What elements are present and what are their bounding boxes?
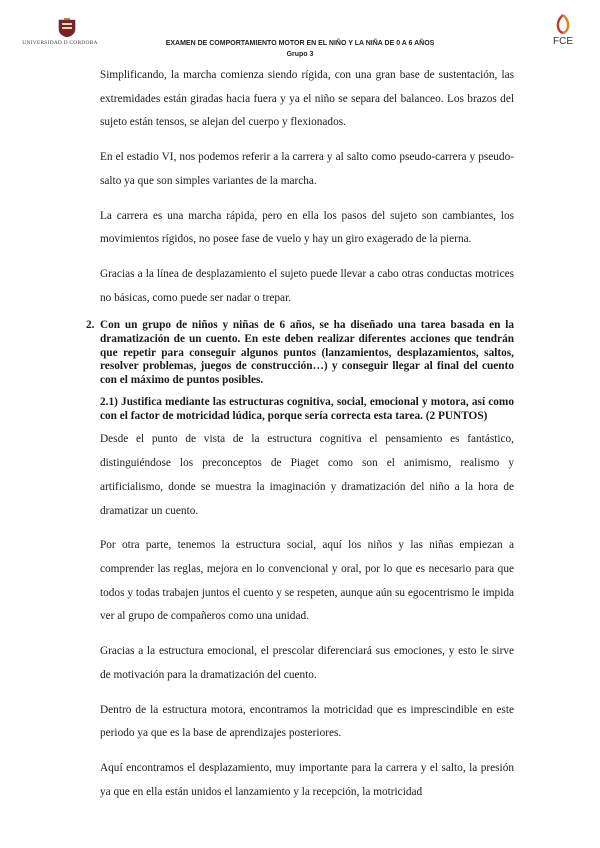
paragraph: La carrera es una marcha rápida, pero en ella los pasos del sujeto son cambiantes, los movimientos rígidos, no posee fase de vuelo y hay un giro exagerado de la pierna.: [100, 209, 514, 246]
paragraph: Simplificando, la marcha comienza siendo rígida, con una gran base de sustentación, las extremidades están giradas hacia fuera y ya el niño se separa del balanceo. Los brazos del sujeto están tensos, se alejan del cuerpo y flexionados.: [100, 69, 514, 129]
paragraph: Gracias a la estructura emocional, el prescolar diferenciará sus emociones, y esto le sirve de motivación para la dramatización del cuento.: [100, 645, 514, 681]
paragraph: Aquí encontramos el desplazamiento, muy importante para la carrera y el salto, la presión ya que en ella están unidos el lanzamiento y la recepción, la motricidad: [100, 761, 514, 798]
page-content: [86, 64, 514, 804]
question-number: 2.: [86, 319, 95, 332]
university-logo: [20, 18, 100, 50]
paragraph: Dentro de la estructura motora, encontramos la motricidad que es imprescindible en este periodo ya que es la base de aprendizajes posteriores.: [100, 703, 514, 740]
question-text: Con un grupo de niños y niñas de 6 años, se ha diseñado una tarea basada en la dramatización de un cuento. En este deben realizar diferentes acciones que tendrán que repetir para conseguir algunos puntos (lanzamientos, desplazamientos, saltos, resolver problemas, juegos de construcción…) y conseguir llegar al final del cuento con el máximo de puntos posibles.: [100, 319, 514, 386]
paragraph: En el estadio VI, nos podemos referir a la carrera y al salto como pseudo-carrera y pseudo-salto ya que son simples variantes de la marcha.: [100, 151, 514, 187]
faculty-abbrev: FCE: [553, 36, 573, 47]
paragraph: Desde el punto de vista de la estructura cognitiva el pensamiento es fantástico, distinguiéndose los preconceptos de Piaget como son el animismo, realismo y artificialismo, donde se muestra la imaginación y dramatización del niño a la hora de dramatizar un cuento.: [100, 433, 514, 517]
university-name: UNIVERSIDAD D CORDOBA: [22, 40, 98, 46]
faculty-emblem-icon: [555, 14, 571, 34]
question-item: [86, 319, 514, 387]
document-header: [140, 38, 460, 60]
document-title: EXAMEN DE COMPORTAMIENTO MOTOR EN EL NIÑO Y LA NIÑA DE 0 A 6 AÑOS: [165, 40, 435, 47]
document-group: Grupo 3: [286, 51, 314, 58]
faculty-logo: [548, 14, 578, 50]
paragraph: Gracias a la línea de desplazamiento el sujeto puede llevar a cabo otras conductas motrices no básicas, como puede ser nadar o trepar.: [100, 267, 514, 304]
paragraph: Por otra parte, tenemos la estructura social, aquí los niños y las niñas empiezan a comprender las reglas, mejora en lo convencional y oral, por lo que es necesario para que todos y todas trabajen juntos el cuento y se respeten, aunque aún su egocentrismo le impida ver al grupo de compañeros como una unidad.: [100, 539, 514, 623]
subquestion-text: 2.1) Justifica mediante las estructuras cognitiva, social, emocional y motora, así como con el factor de motricidad lúdica, porque sería correcta esta tarea. (2 PUNTOS): [100, 396, 514, 422]
university-crest-icon: [58, 18, 76, 38]
